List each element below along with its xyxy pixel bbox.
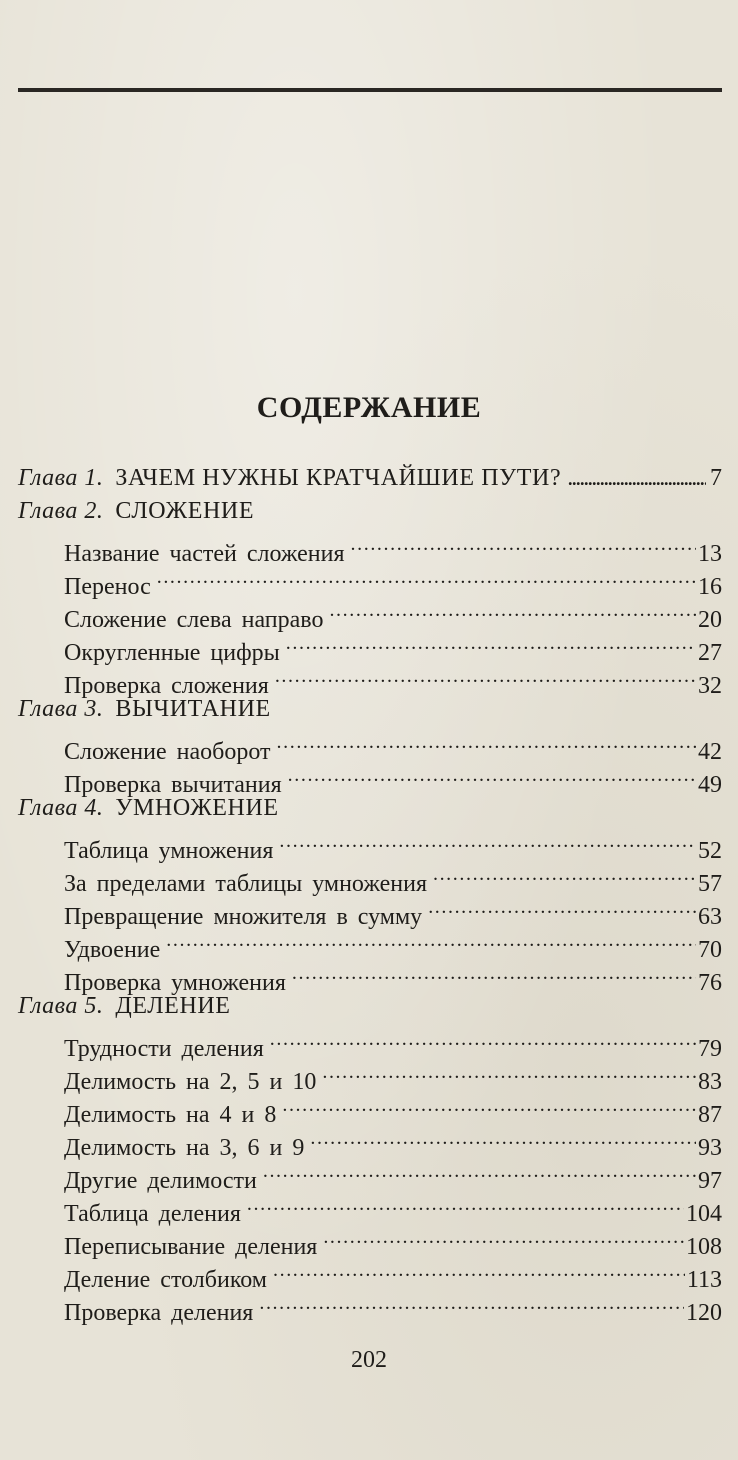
entry-page: 52	[698, 838, 722, 864]
entry-page: 49	[698, 772, 722, 798]
dot-leader	[428, 891, 696, 924]
entry-label: Перенос	[64, 574, 151, 600]
chapter-page: 7	[710, 465, 722, 491]
entry-page: 70	[698, 937, 722, 963]
chapter-title: УМНОЖЕНИЕ	[115, 795, 279, 821]
dot-leader	[288, 759, 696, 792]
dot-leader	[259, 1287, 684, 1320]
chapter-number: Глава 3.	[18, 696, 104, 722]
dot-leader	[322, 1056, 696, 1089]
dot-leader	[166, 924, 696, 957]
dot-leader	[270, 1023, 696, 1056]
dot-leader	[277, 726, 696, 759]
dot-leader	[567, 462, 706, 495]
toc-chapter-4	[18, 792, 722, 825]
entry-page: 63	[698, 904, 722, 930]
entry-label: Округленные цифры	[64, 640, 280, 666]
toc-entry	[18, 726, 722, 765]
entry-label: Трудности деления	[64, 1036, 264, 1062]
entry-label: Проверка деления	[64, 1300, 254, 1326]
toc-entry	[18, 825, 722, 864]
chapter-title: ДЕЛЕНИЕ	[115, 993, 231, 1019]
chapter-number: Глава 2.	[18, 498, 104, 524]
entry-page: 113	[686, 1267, 722, 1293]
dot-leader	[275, 660, 696, 693]
entry-label: Название частей сложения	[64, 541, 345, 567]
entry-page: 97	[698, 1168, 722, 1194]
chapter-title: ВЫЧИТАНИЕ	[115, 696, 271, 722]
toc-chapter-2	[18, 495, 722, 528]
top-rule	[18, 88, 722, 92]
entry-label: Проверка вычитания	[64, 772, 282, 798]
entry-page: 93	[698, 1135, 722, 1161]
toc-entry	[18, 1023, 722, 1062]
chapter-number: Глава 1.	[18, 465, 104, 491]
entry-label: Проверка сложения	[64, 673, 269, 699]
chapter-number: Глава 5.	[18, 993, 104, 1019]
entry-label: За пределами таблицы умножения	[64, 871, 427, 897]
entry-page: 42	[698, 739, 722, 765]
dot-leader	[282, 1089, 696, 1122]
entry-label: Удвоение	[64, 937, 161, 963]
entry-page: 57	[698, 871, 722, 897]
dot-leader	[157, 561, 696, 594]
entry-label: Сложение наоборот	[64, 739, 271, 765]
page-number: 202	[351, 1347, 387, 1373]
entry-label: Проверка умножения	[64, 970, 286, 996]
chapter-number: Глава 4.	[18, 795, 104, 821]
entry-label: Таблица умножения	[64, 838, 274, 864]
dot-leader	[323, 1221, 684, 1254]
dot-leader	[292, 957, 696, 990]
entry-page: 87	[698, 1102, 722, 1128]
entry-label: Таблица деления	[64, 1201, 241, 1227]
entry-label: Деление столбиком	[64, 1267, 267, 1293]
dot-leader	[263, 1155, 696, 1188]
entry-label: Делимость на 3, 6 и 9	[64, 1135, 305, 1161]
page-title: СОДЕРЖАНИЕ	[256, 391, 482, 424]
dot-leader	[273, 1254, 685, 1287]
dot-leader	[310, 1122, 696, 1155]
dot-leader	[329, 594, 696, 627]
entry-page: 108	[686, 1234, 722, 1260]
entry-label: Сложение слева направо	[64, 607, 324, 633]
dot-leader	[247, 1188, 684, 1221]
entry-label: Переписывание деления	[64, 1234, 318, 1260]
toc-chapter-3	[18, 693, 722, 726]
entry-label: Делимость на 2, 5 и 10	[64, 1069, 317, 1095]
entry-label: Другие делимости	[64, 1168, 257, 1194]
chapter-title: ЗАЧЕМ НУЖНЫ КРАТЧАЙШИЕ ПУТИ?	[115, 465, 562, 491]
entry-page: 32	[698, 673, 722, 699]
dot-leader	[286, 627, 696, 660]
toc-chapter-5	[18, 990, 722, 1023]
entry-page: 83	[698, 1069, 722, 1095]
entry-page: 120	[686, 1300, 722, 1326]
entry-page: 76	[698, 970, 722, 996]
entry-label: Превращение множителя в сумму	[64, 904, 423, 930]
dot-leader	[279, 825, 696, 858]
entry-page: 20	[698, 607, 722, 633]
entry-page: 104	[686, 1201, 722, 1227]
dot-leader	[351, 528, 696, 561]
toc-chapter-1	[18, 462, 722, 495]
entry-page: 13	[698, 541, 722, 567]
table-of-contents	[18, 462, 722, 1326]
entry-page: 27	[698, 640, 722, 666]
chapter-title: СЛОЖЕНИЕ	[115, 498, 255, 524]
toc-entry	[18, 528, 722, 567]
dot-leader	[433, 858, 696, 891]
entry-page: 16	[698, 574, 722, 600]
entry-page: 79	[698, 1036, 722, 1062]
entry-label: Делимость на 4 и 8	[64, 1102, 277, 1128]
